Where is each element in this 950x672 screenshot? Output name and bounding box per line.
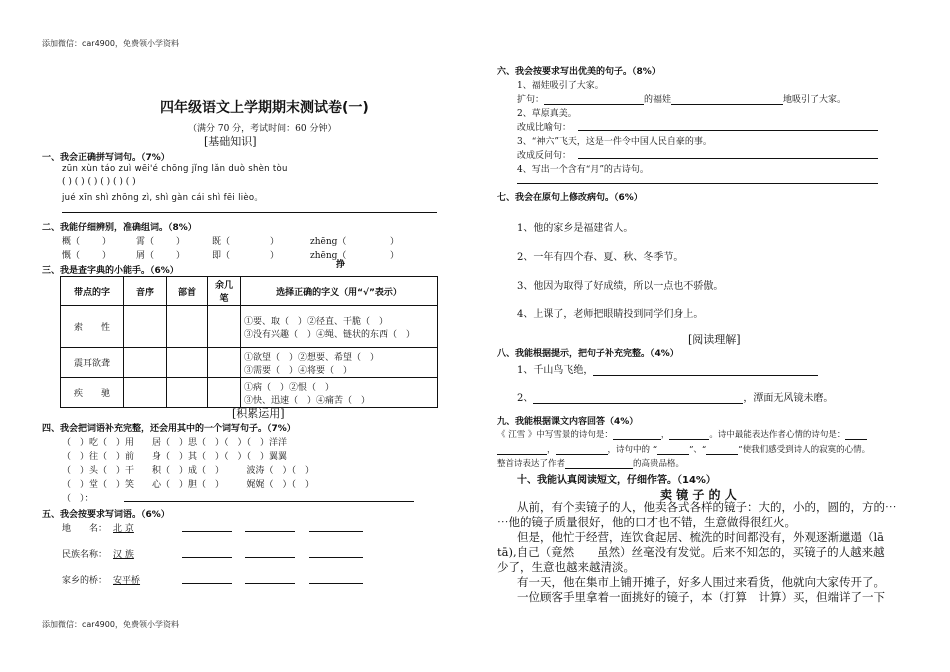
yinxu-cell[interactable] [124, 348, 167, 378]
yinxu-cell[interactable] [124, 378, 167, 408]
section-5-heading: 五、我会按要求写词语。（6%） [42, 510, 170, 520]
answer-blank[interactable] [182, 531, 232, 532]
s5-row-2: 民族名称： 汉 族 [62, 550, 134, 560]
bushou-cell[interactable] [167, 306, 208, 348]
s8-line-2: 2、 ，潭面无风镜未磨。 [517, 393, 834, 404]
story-paragraph: 一位顾客手里拿着一面挑好的镜子，本（打算 计算）买，但端详了一下 [517, 590, 885, 604]
story-paragraph: ⋯他的镜子质量很好，他的口才也不错，生意做得很红火。 [497, 515, 796, 529]
watermark-top: 添加微信：car4900，免费领小学资料 [42, 39, 179, 48]
s4-row-3: （ ）头（ ）干 积（ ）成（ ） 波涛（ ）（ ） [62, 466, 315, 476]
answer-blank[interactable] [182, 557, 232, 558]
paren-row-1: ( ) ( ) ( ) ( ) ( ) ( ) [62, 177, 136, 187]
zheng-char: 挣 [336, 260, 346, 270]
s6-line-6: 改成反问句： [517, 151, 572, 161]
s6-line-1: 1、福娃吸引了大家。 [517, 81, 604, 91]
section-3-heading: 三、我是查字典的小能手。（6%） [42, 266, 179, 276]
s7-item-1: 1、他的家乡是福建省人。 [517, 223, 634, 234]
s7-item-4: 4、上课了，老师把眼睛投到同学们身上。 [517, 309, 704, 320]
s9-line-3: 整首诗表达了作者 的高贵品格。 [497, 459, 685, 469]
part-accum-label: [积累运用] [232, 407, 285, 420]
section-8-heading: 八、我能根据提示，把句子补充完整。（4%） [497, 349, 679, 359]
yuji-cell[interactable] [208, 348, 241, 378]
story-paragraph: 少了，生意也越来越清淡。 [497, 560, 635, 574]
s2-row-2: 慨（ ） 屑（ ） 即（ ） zhēng（ ） [62, 251, 400, 261]
s7-item-3: 3、他因为取得了好成绩，所以一点也不骄傲。 [517, 281, 724, 292]
watermark-bottom: 添加微信：car4900，免费领小学资料 [42, 620, 179, 629]
table-row: 索 性 ①要、取（ ）②径直、干脆（ ） ③没有兴趣（ ）④绳、链状的东西（ ） [61, 306, 438, 348]
answer-blank[interactable] [182, 583, 232, 584]
answer-blank[interactable] [245, 557, 295, 558]
table-row: 疾 驰 ①病（ ）②恨（ ） ③快、迅速（ ）④痛苦（ ） [61, 378, 438, 408]
answer-line[interactable] [517, 183, 878, 184]
section-4-heading: 四、我会把词语补充完整，还会用其中的一个词写句子。（7%） [42, 424, 296, 434]
page-subtitle: （满分 70 分，考试时间：60 分钟） [188, 124, 337, 134]
story-paragraph: tā),自己（竟然 虽然）丝毫没有发觉。后来不知怎的，买镜子的人越来越 [497, 545, 885, 559]
section-2-heading: 二、我能仔细辨别，准确组词。（8%） [42, 223, 197, 233]
story-paragraph: 有一天，他在集市上铺开摊子，好多人围过来看货，他就向大家传开了。 [517, 575, 885, 589]
yinxu-cell[interactable] [124, 306, 167, 348]
story-title: 卖 镜 子 的 人 [660, 488, 737, 502]
s9-line-1: 《 江雪 》中写雪景的诗句是： ， 。诗中最能表达作者心情的诗句是： [497, 428, 867, 440]
dictionary-table [60, 276, 438, 408]
bushou-cell[interactable] [167, 378, 208, 408]
s7-item-2: 2、一年有四个春、夏、秋、冬季节。 [517, 252, 684, 263]
answer-blank[interactable] [309, 557, 363, 558]
answer-line-s4[interactable] [124, 501, 414, 502]
answer-line[interactable] [578, 130, 878, 131]
s8-line-1: 1、千山鸟飞绝， [517, 361, 818, 376]
answer-blank[interactable] [245, 583, 295, 584]
s2-row-1: 概（ ） 霄（ ） 既（ ） zhēng（ ） [62, 237, 400, 247]
answer-line-s1[interactable] [62, 212, 437, 213]
section-9-heading: 九、我能根据课文内容回答（4%） [497, 417, 639, 427]
s9-line-2: ， ，诗句中的 “ ”、“ ”使我们感受到诗人的寂寞的心情。 [497, 443, 870, 455]
s5-row-1: 地 名： 北 京 [62, 524, 134, 534]
story-paragraph: 从前，有个卖镜子的人，他卖各式各样的镜子：大的，小的，圆的，方的⋯ [517, 500, 897, 514]
part-read-label: [阅读理解] [688, 333, 741, 346]
section-10-heading: 十、我能认真阅读短文，仔细作答。（14%） [517, 475, 716, 486]
header-yinxu: 音序 [124, 277, 167, 306]
s4-row-4: （ ）堂（ ）笑 心（ ）胆（ ） 娓娓（ ）（ ） [62, 480, 315, 490]
pinyin-row-2: jué xīn shì zhōng zì, shì gàn cái shì fēi lièo。 [62, 193, 264, 203]
s6-line-7: 4、写出一个含有“月”的古诗句。 [517, 165, 649, 175]
part-basic-label: [基础知识] [204, 135, 257, 148]
answer-blank[interactable] [245, 531, 295, 532]
header-bushou: 部首 [167, 277, 208, 306]
header-char: 带点的字 [61, 277, 124, 306]
header-meaning: 选择正确的字义（用“√”表示） [241, 277, 438, 306]
answer-blank[interactable] [309, 531, 363, 532]
s4-row-5: （ ）： [62, 494, 94, 504]
s6-line-3: 2、草原真美。 [517, 109, 577, 119]
section-6-heading: 六、我会按要求写出优美的句子。（8%） [497, 67, 661, 77]
s5-row-3: 家乡的桥： 安平桥 [62, 576, 141, 586]
answer-blank[interactable] [309, 583, 363, 584]
story-paragraph: 但是，他忙于经营，连饮食起居、梳洗的时间都没有，外观逐渐邋遢（lā [517, 530, 885, 544]
section-1-heading: 一、我会正确拼写词句。（7%） [42, 153, 170, 163]
pinyin-row-1: zūn xùn táo zuì wēi'é chōng jǐng lǎn duò shèn tòu [62, 164, 288, 174]
s6-line-4: 改成比喻句： [517, 123, 572, 133]
header-yuji: 余几笔 [208, 277, 241, 306]
s6-line-5: 3、“神六”飞天，这是一件令中国人民自豪的事。 [517, 137, 712, 147]
yuji-cell[interactable] [208, 378, 241, 408]
table-row: 震耳欲聋 ①欲望（ ）②想要、希望（ ） ③需要（ ）④将要（ ） [61, 348, 438, 378]
page-title: 四年级语文上学期期末测试卷(一) [160, 100, 369, 116]
s4-row-2: （ ）往（ ）前 身（ ）其（ ）（ ）（ ）翼翼 [62, 452, 288, 462]
yuji-cell[interactable] [208, 306, 241, 348]
bushou-cell[interactable] [167, 348, 208, 378]
s4-row-1: （ ）吃（ ）用 居（ ）思（ ）（ ）（ ）洋洋 [62, 438, 288, 448]
answer-line[interactable] [578, 158, 878, 159]
section-7-heading: 七、我会在原句上修改病句。（6%） [497, 193, 643, 203]
s6-line-2: 扩句： 的福娃 地吸引了大家。 [517, 95, 847, 105]
